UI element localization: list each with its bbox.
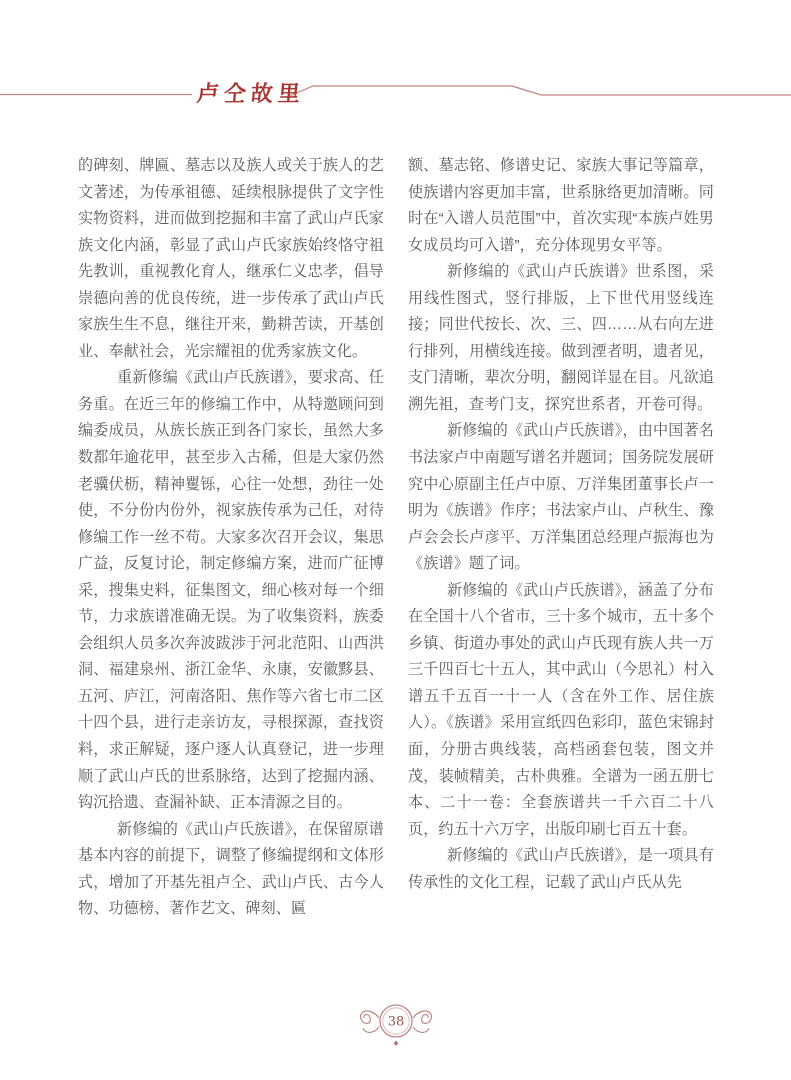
paragraph: 新修编的《武山卢氏族谱》，由中国著名书法家卢中南题写谱名并题词；国务院发展研究中心原副主任卢中原、万洋集团董事长卢一明为《族谱》作序；书法家卢山、卢秋生、豫卢会会长卢彦平、万洋集团总经理卢振海也为《族谱》题了词。 — [408, 422, 714, 573]
diamond-drop-icon — [393, 1041, 398, 1046]
left-column — [78, 153, 384, 923]
scroll-flourish-left-icon — [360, 1011, 378, 1032]
paragraph: 新修编的《武山卢氏族谱》，是一项具有传承性的文化工程，记载了武山卢氏从先 — [408, 847, 714, 891]
paragraph: 新修编的《武山卢氏族谱》世系图，采用线性图式，竖行排版，上下世代用竖线连接；同世代按长、次、三、四……从右向左进行排列，用横线连接。做到湮者明，遗者见，支门清晰，辈次分明，翻阅详显在目。凡欲追溯先祖，查考门支，探究世系者，开卷可得。 — [408, 263, 714, 413]
paragraph: 新修编的《武山卢氏族谱》，在保留原谱基本内容的前提下，调整了修编提纲和文体形式，增加了开基先祖卢仝、武山卢氏、古今人物、功德榜、著作艺文、碑刻、匾 — [78, 820, 384, 918]
page-number-medallion-icon — [333, 999, 459, 1049]
paragraph: 额、墓志铭、修谱史记、家族大事记等篇章，使族谱内容更加丰富，世系脉络更加清晰。同时在“入谱人员范围”中，首次实现“本族卢姓男女成员均可入谱”，充分体现男女平等。 — [408, 157, 714, 254]
paragraph: 重新修编《武山卢氏族谱》，要求高、任务重。在近三年的修编工作中，从特邀顾问到编委成员，从族长族正到各门家长，虽然大多数都年逾花甲，甚至步入古稀，但是大家仍然老骥伏枥，精神矍铄，心往一处想，劲往一处使，不分份内份外，视家族传承为己任，对待修编工作一丝不苟。大家多次召开会议，集思广益，反复讨论，制定修编方案，进而广征博采，搜集史料，征集图文，细心核对每一个细节，力求族谱准确无误。为了收集资料，族委会组织人员多次奔波跋涉于河北范阳、山西洪洞、福建泉州、浙江金华、永康，安徽黟县、五河、庐江，河南洛阳、焦作等六省七市二区十四个县，进行走亲访友，寻根探源，查找资料，求正解疑，逐户逐人认真登记，进一步理顺了武山卢氏的世系脉络，达到了挖掘内涵、钩沉拾遗、查漏补缺、正本清源之目的。 — [78, 369, 384, 812]
right-column — [408, 153, 714, 923]
page-number: 38 — [387, 1014, 404, 1030]
page-header-title: 卢仝故里 — [195, 81, 307, 107]
scroll-flourish-right-icon — [413, 1011, 431, 1032]
paragraph: 的碑刻、牌匾、墓志以及族人或关于族人的艺文著述，为传承祖德、延续根脉提供了文字性实物资料，进而做到挖掘和丰富了武山卢氏家族文化内涵，彰显了武山卢氏家族始终恪守祖先教训，重视教化育人，继承仁义忠孝，倡导崇德向善的优良传统，进一步传承了武山卢氏家族生生不息，继往开来，勤耕苦读，开基创业、奉献社会，光宗耀祖的优秀家族文化。 — [78, 157, 384, 360]
header-rule-lines — [0, 0, 791, 130]
paragraph: 新修编的《武山卢氏族谱》，涵盖了分布在全国十八个省市，三十多个城市，五十多个乡镇、街道办事处的武山卢氏现有族人共一万三千四百七十五人，其中武山（今思礼）村入谱五千五百一十一人（含在外工作、居住族人）。《族谱》采用宣纸四色彩印，蓝色宋锦封面，分册古典线装，高档函套包装，图文并茂，装帧精美，古朴典雅。全谱为一函五册七本、二十一卷：全套族谱共一千六百二十八页，约五十六万字，出版印刷七百五十套。 — [408, 581, 714, 838]
article-body — [78, 153, 714, 923]
